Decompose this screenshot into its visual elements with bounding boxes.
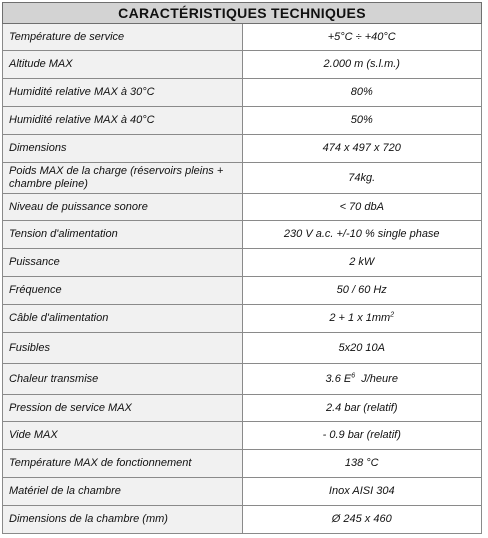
spec-value: +5°C ÷ +40°C	[242, 24, 482, 51]
spec-label: Dimensions	[3, 135, 243, 163]
spec-label: Poids MAX de la charge (réservoirs pleins + chambre pleine)	[3, 163, 243, 194]
table-row	[3, 422, 482, 450]
table-header-row	[3, 3, 482, 24]
spec-value: 5x20 10A	[242, 333, 482, 364]
spec-value: 138 °C	[242, 450, 482, 478]
table-row	[3, 249, 482, 277]
spec-value-text: 2 + 1 x 1mm	[329, 312, 391, 324]
spec-value	[242, 305, 482, 333]
table-row	[3, 135, 482, 163]
spec-label: Tension d'alimentation	[3, 221, 243, 249]
spec-value: Ø 245 x 460	[242, 506, 482, 534]
spec-label: Matériel de la chambre	[3, 478, 243, 506]
table-row	[3, 51, 482, 79]
table-row	[3, 364, 482, 395]
spec-label: Fréquence	[3, 277, 243, 305]
spec-value: 230 V a.c. +/-10 % single phase	[242, 221, 482, 249]
spec-label: Fusibles	[3, 333, 243, 364]
table-row	[3, 79, 482, 107]
table-row	[3, 107, 482, 135]
table-row	[3, 450, 482, 478]
spec-label: Chaleur transmise	[3, 364, 243, 395]
table-row	[3, 506, 482, 534]
table-title: CARACTÉRISTIQUES TECHNIQUES	[3, 3, 482, 24]
table-row	[3, 395, 482, 422]
spec-value: 2 kW	[242, 249, 482, 277]
superscript: 6	[351, 371, 356, 379]
spec-label: Câble d'alimentation	[3, 305, 243, 333]
table-row	[3, 305, 482, 333]
spec-label: Pression de service MAX	[3, 395, 243, 422]
spec-value-text: 3.6 E	[325, 372, 352, 385]
spec-value: 74kg.	[242, 163, 482, 194]
spec-value: Inox AISI 304	[242, 478, 482, 506]
spec-label: Dimensions de la chambre (mm)	[3, 506, 243, 534]
spec-label: Puissance	[3, 249, 243, 277]
superscript: 2	[390, 311, 395, 319]
spec-label: Température de service	[3, 24, 243, 51]
spec-value: 474 x 497 x 720	[242, 135, 482, 163]
spec-label: Humidité relative MAX à 40°C	[3, 107, 243, 135]
table-row	[3, 194, 482, 221]
spec-label: Altitude MAX	[3, 51, 243, 79]
spec-label: Niveau de puissance sonore	[3, 194, 243, 221]
table-row	[3, 333, 482, 364]
table-row	[3, 24, 482, 51]
spec-value	[242, 364, 482, 395]
table-row	[3, 478, 482, 506]
spec-value: 2.000 m (s.l.m.)	[242, 51, 482, 79]
spec-value: 50 / 60 Hz	[242, 277, 482, 305]
table-row	[3, 163, 482, 194]
specifications-table	[2, 2, 482, 534]
spec-label: Température MAX de fonctionnement	[3, 450, 243, 478]
spec-value: 50%	[242, 107, 482, 135]
spec-value: < 70 dbA	[242, 194, 482, 221]
spec-value: 2.4 bar (relatif)	[242, 395, 482, 422]
table-row	[3, 221, 482, 249]
spec-value: 80%	[242, 79, 482, 107]
spec-label: Humidité relative MAX à 30°C	[3, 79, 243, 107]
spec-value-unit: J/heure	[355, 372, 398, 385]
spec-value: - 0.9 bar (relatif)	[242, 422, 482, 450]
table-row	[3, 277, 482, 305]
spec-label: Vide MAX	[3, 422, 243, 450]
